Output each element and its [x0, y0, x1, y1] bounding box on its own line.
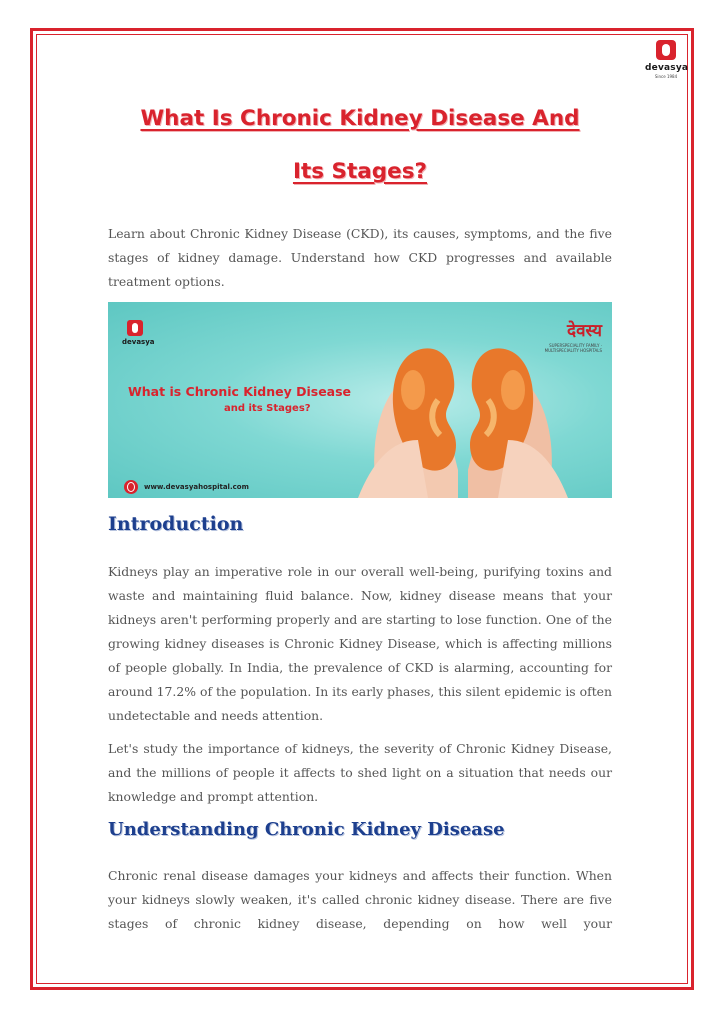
hands-holding-kidneys-illustration	[358, 320, 568, 498]
banner-logo	[122, 320, 155, 346]
right-thumb-shape	[498, 440, 568, 498]
page-title-line-1: What Is Chronic Kidney Disease And	[140, 106, 580, 131]
section-heading-understanding-ckd: Understanding Chronic Kidney Disease	[108, 819, 505, 840]
banner-title-line-1: What is Chronic Kidney Disease	[128, 384, 352, 399]
left-kidney-highlight	[401, 370, 425, 410]
logo-name: devasya	[645, 63, 689, 73]
banner-website-text: www.devasyahospital.com	[144, 483, 249, 491]
banner-brand-name: देवस्य	[567, 321, 602, 341]
right-kidney-highlight	[501, 370, 525, 410]
globe-icon	[124, 480, 138, 494]
section-heading-introduction: Introduction	[108, 513, 244, 535]
introduction-paragraph-1: Kidneys play an imperative role in our overall well-being, purifying toxins and waste and maintaining fluid balance. Now, kidney disease means that your kidneys aren't performing properly and are starting to lose function. One of the growing kidney diseases is Chronic Kidney Disease, which is affecting millions of people globally. In India, the prevalence of CKD is alarming, accounting for around 17.2% of the population. In its early phases, this silent epidemic is often undetectable and needs attention.	[108, 564, 612, 723]
hero-banner-image	[108, 302, 612, 498]
introduction-paragraph-2: Let's study the importance of kidneys, the severity of Chronic Kidney Disease, and the millions of people it affects to shed light on a situation that needs our knowledge and prompt attention.	[108, 741, 612, 804]
banner-title-line-2: and its Stages?	[224, 403, 311, 414]
intro-paragraph: Learn about Chronic Kidney Disease (CKD), its causes, symptoms, and the five stages of kidney damage. Understand how CKD progresses and available treatment options.	[108, 226, 612, 289]
banner-logo-name: devasya	[122, 338, 155, 346]
logo-since: Since 1984	[654, 74, 678, 79]
banner-website	[124, 480, 249, 494]
understanding-ckd-paragraph-1: Chronic renal disease damages your kidneys and affects their function. When your kidneys slowly weaken, it's called chronic kidney disease. There are five stages of chronic kidney disease, depending on how well your	[108, 868, 612, 931]
devasya-logo	[645, 40, 687, 92]
banner-brand-tagline: SUPERSPECIALITY FAMILY · MULTISPECIALITY HOSPITALS	[544, 343, 602, 353]
kidney-logo-icon	[656, 40, 676, 60]
banner-kidney-logo-icon	[127, 320, 143, 336]
left-thumb-shape	[358, 440, 428, 498]
page-title-line-2: Its Stages?	[292, 159, 428, 184]
